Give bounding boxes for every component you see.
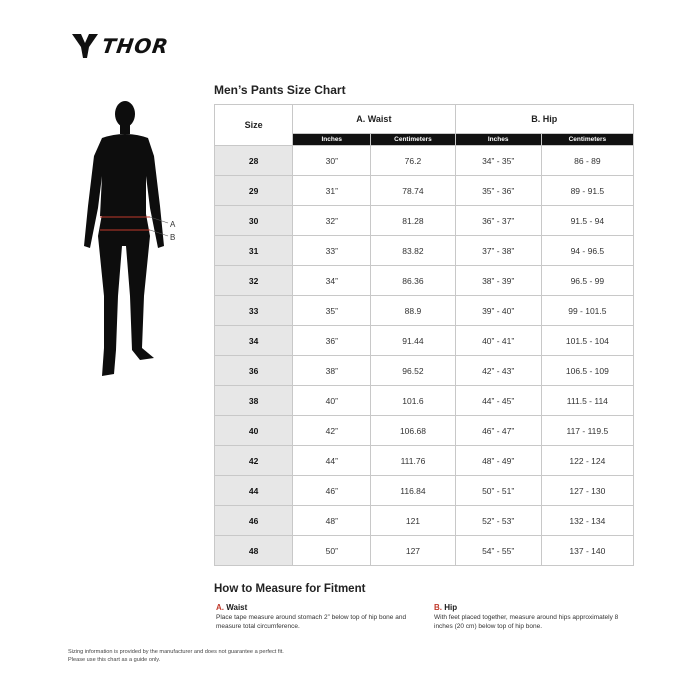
marker-b-label: B [170, 233, 176, 242]
size-cell: 33 [215, 296, 293, 326]
waist-inches-cell: 38” [293, 356, 371, 386]
size-cell: 31 [215, 236, 293, 266]
waist-cm-cell: 127 [371, 536, 455, 566]
waist-inches-cell: 35” [293, 296, 371, 326]
table-row [215, 266, 634, 296]
hip-cm-cell: 94 - 96.5 [541, 236, 633, 266]
table-row [215, 146, 634, 176]
waist-cm-cell: 76.2 [371, 146, 455, 176]
hip-cm-cell: 99 - 101.5 [541, 296, 633, 326]
waist-inches-cell: 36” [293, 326, 371, 356]
waist-inches-cell: 46” [293, 476, 371, 506]
waist-inches-header: Inches [293, 134, 371, 146]
size-cell: 44 [215, 476, 293, 506]
size-cell: 34 [215, 326, 293, 356]
marker-a-label: A [170, 220, 176, 229]
measure-title: How to Measure for Fitment [214, 583, 366, 595]
hip-inches-cell: 35” - 36” [455, 176, 541, 206]
hip-cm-cell: 122 - 124 [541, 446, 633, 476]
table-row [215, 536, 634, 566]
chart-title: Men’s Pants Size Chart [214, 83, 346, 97]
hip-inches-cell: 48” - 49” [455, 446, 541, 476]
waist-inches-cell: 33” [293, 236, 371, 266]
table-row [215, 326, 634, 356]
waist-cm-cell: 81.28 [371, 206, 455, 236]
table-row [215, 236, 634, 266]
waist-cm-cell: 101.6 [371, 386, 455, 416]
hip-inches-cell: 37” - 38” [455, 236, 541, 266]
waist-cm-cell: 86.36 [371, 266, 455, 296]
hip-cm-cell: 101.5 - 104 [541, 326, 633, 356]
hip-instructions [434, 603, 634, 631]
hip-group-header: B. Hip [455, 105, 633, 134]
hip-inches-cell: 50” - 51” [455, 476, 541, 506]
waist-cm-cell: 106.68 [371, 416, 455, 446]
waist-letter: A. [216, 603, 224, 612]
hip-inches-cell: 46” - 47” [455, 416, 541, 446]
table-row [215, 446, 634, 476]
hip-cm-cell: 117 - 119.5 [541, 416, 633, 446]
waist-cm-cell: 91.44 [371, 326, 455, 356]
hip-cm-cell: 132 - 134 [541, 506, 633, 536]
waist-cm-cell: 83.82 [371, 236, 455, 266]
size-cell: 42 [215, 446, 293, 476]
hip-cm-header: Centimeters [541, 134, 633, 146]
waist-cm-cell: 88.9 [371, 296, 455, 326]
size-cell: 32 [215, 266, 293, 296]
waist-cm-cell: 116.84 [371, 476, 455, 506]
waist-inches-cell: 40” [293, 386, 371, 416]
table-row [215, 386, 634, 416]
size-cell: 38 [215, 386, 293, 416]
hip-inches-cell: 52” - 53” [455, 506, 541, 536]
waist-inches-cell: 50” [293, 536, 371, 566]
body-silhouette [80, 96, 190, 386]
hip-inches-cell: 40” - 41” [455, 326, 541, 356]
waist-inches-cell: 34” [293, 266, 371, 296]
disclaimer-line-2: Please use this chart as a guide only. [68, 657, 161, 663]
hip-cm-cell: 86 - 89 [541, 146, 633, 176]
table-row [215, 416, 634, 446]
brand-logo [72, 34, 169, 58]
size-cell: 48 [215, 536, 293, 566]
table-row [215, 356, 634, 386]
waist-inches-cell: 48” [293, 506, 371, 536]
hip-label: Hip [444, 603, 458, 612]
disclaimer-line-1: Sizing information is provided by the manufacturer and does not guarantee a perfect fit. [68, 649, 284, 655]
size-cell: 29 [215, 176, 293, 206]
waist-cm-cell: 111.76 [371, 446, 455, 476]
hip-letter: B. [434, 603, 442, 612]
size-cell: 40 [215, 416, 293, 446]
size-table-body [215, 146, 634, 566]
waist-inches-cell: 31” [293, 176, 371, 206]
hip-cm-cell: 111.5 - 114 [541, 386, 633, 416]
waist-text: Place tape measure around stomach 2” below top of hip bone and measure total circumference. [216, 614, 407, 630]
table-row [215, 206, 634, 236]
hip-inches-cell: 44” - 45” [455, 386, 541, 416]
hip-inches-cell: 34” - 35” [455, 146, 541, 176]
hip-cm-cell: 89 - 91.5 [541, 176, 633, 206]
size-table [214, 104, 634, 566]
waist-inches-cell: 42” [293, 416, 371, 446]
hip-inches-cell: 54” - 55” [455, 536, 541, 566]
waist-cm-cell: 121 [371, 506, 455, 536]
hip-cm-cell: 96.5 - 99 [541, 266, 633, 296]
hip-inches-cell: 39” - 40” [455, 296, 541, 326]
waist-cm-cell: 78.74 [371, 176, 455, 206]
size-cell: 46 [215, 506, 293, 536]
hip-text: With feet placed together, measure around hips approximately 8 inches (20 cm) below top of hip bone. [434, 614, 619, 630]
hip-cm-cell: 137 - 140 [541, 536, 633, 566]
brand-name: THOR [100, 34, 171, 58]
disclaimer [68, 648, 348, 664]
waist-cm-cell: 96.52 [371, 356, 455, 386]
hip-inches-cell: 36” - 37” [455, 206, 541, 236]
table-row [215, 176, 634, 206]
size-column-header: Size [215, 105, 293, 146]
hip-inches-cell: 38” - 39” [455, 266, 541, 296]
waist-cm-header: Centimeters [371, 134, 455, 146]
table-row [215, 476, 634, 506]
hip-inches-cell: 42” - 43” [455, 356, 541, 386]
size-cell: 30 [215, 206, 293, 236]
table-row [215, 296, 634, 326]
thor-logo-icon [72, 34, 98, 58]
silhouette-shape [84, 101, 164, 376]
size-cell: 28 [215, 146, 293, 176]
size-cell: 36 [215, 356, 293, 386]
waist-inches-cell: 44” [293, 446, 371, 476]
waist-label: Waist [226, 603, 248, 612]
hip-cm-cell: 91.5 - 94 [541, 206, 633, 236]
hip-inches-header: Inches [455, 134, 541, 146]
hip-cm-cell: 127 - 130 [541, 476, 633, 506]
waist-instructions [216, 603, 416, 631]
waist-inches-cell: 30” [293, 146, 371, 176]
table-row [215, 506, 634, 536]
waist-inches-cell: 32” [293, 206, 371, 236]
hip-cm-cell: 106.5 - 109 [541, 356, 633, 386]
waist-group-header: A. Waist [293, 105, 455, 134]
